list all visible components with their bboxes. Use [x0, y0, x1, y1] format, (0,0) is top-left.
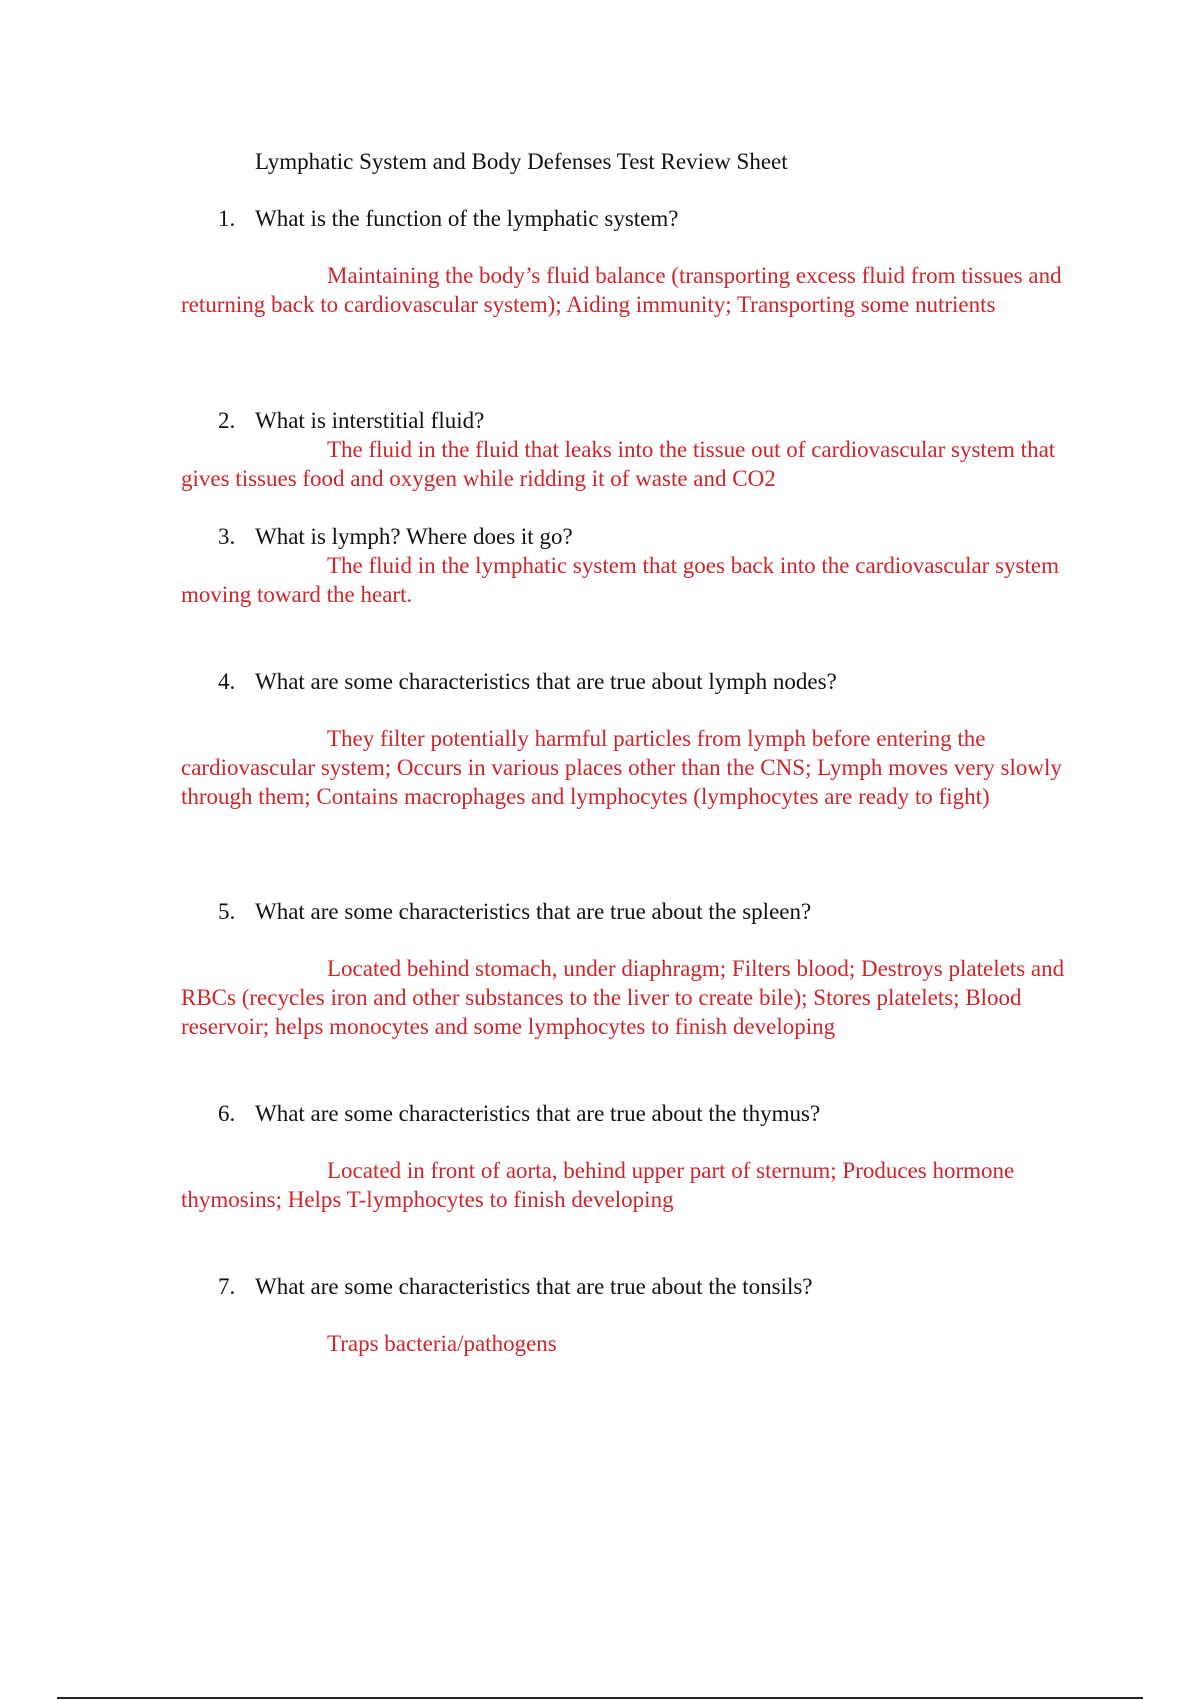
answer-2: The fluid in the fluid that leaks into the tissue out of cardiovascular system that gives tissues food and oxygen while ridding it of waste and CO2	[181, 437, 1056, 491]
question-text: What are some characteristics that are true about the thymus?	[255, 1101, 821, 1126]
answer-4: They filter potentially harmful particles from lymph before entering the cardiovascular system; Occurs in various places other than the CNS; Lymph moves very slowly through them; Contains macrophages and lymphocytes (lymphocytes are ready to fight)	[181, 726, 1062, 809]
answer-6: Located in front of aorta, behind upper part of sternum; Produces hormone thymosins; Helps T-lymphocytes to finish developing	[181, 1158, 1015, 1212]
question-text: What is interstitial fluid?	[255, 408, 485, 433]
qa-item-5	[181, 897, 1071, 1041]
answer-3: The fluid in the lymphatic system that goes back into the cardiovascular system moving toward the heart.	[181, 553, 1059, 607]
qa-item-7	[181, 1272, 1071, 1358]
qa-item-4	[181, 667, 1071, 811]
qa-item-3	[181, 522, 1071, 609]
question-2	[181, 406, 1071, 435]
question-number: 5.	[218, 899, 236, 924]
question-number: 3.	[218, 524, 236, 549]
answer-5: Located behind stomach, under diaphragm; Filters blood; Destroys platelets and RBCs (recycles iron and other substances to the liver to create bile); Stores platelets; Blood reservoir; helps monocytes and some lymphocytes to finish developing	[181, 956, 1065, 1039]
question-5	[181, 897, 1071, 926]
question-1	[181, 204, 1071, 233]
question-text: What is the function of the lymphatic system?	[255, 206, 679, 231]
question-number: 7.	[218, 1274, 236, 1299]
qa-item-6	[181, 1099, 1071, 1214]
qa-item-2	[181, 406, 1071, 493]
question-text: What are some characteristics that are true about the spleen?	[255, 899, 812, 924]
question-7	[181, 1272, 1071, 1301]
question-3	[181, 522, 1071, 551]
question-number: 1.	[218, 206, 236, 231]
qa-item-1	[181, 204, 1071, 319]
question-6	[181, 1099, 1071, 1128]
question-text: What are some characteristics that are true about lymph nodes?	[255, 669, 837, 694]
question-number: 4.	[218, 669, 236, 694]
question-4	[181, 667, 1071, 696]
question-text: What are some characteristics that are true about the tonsils?	[255, 1274, 813, 1299]
question-number: 6.	[218, 1101, 236, 1126]
answer-7: Traps bacteria/pathogens	[327, 1331, 557, 1356]
page-title: Lymphatic System and Body Defenses Test Review Sheet	[255, 149, 788, 174]
answer-1: Maintaining the body’s fluid balance (transporting excess fluid from tissues and returning back to cardiovascular system); Aiding immunity; Transporting some nutrients	[181, 263, 1062, 317]
question-text: What is lymph? Where does it go?	[255, 524, 573, 549]
question-number: 2.	[218, 408, 236, 433]
bottom-divider	[57, 1697, 1143, 1699]
